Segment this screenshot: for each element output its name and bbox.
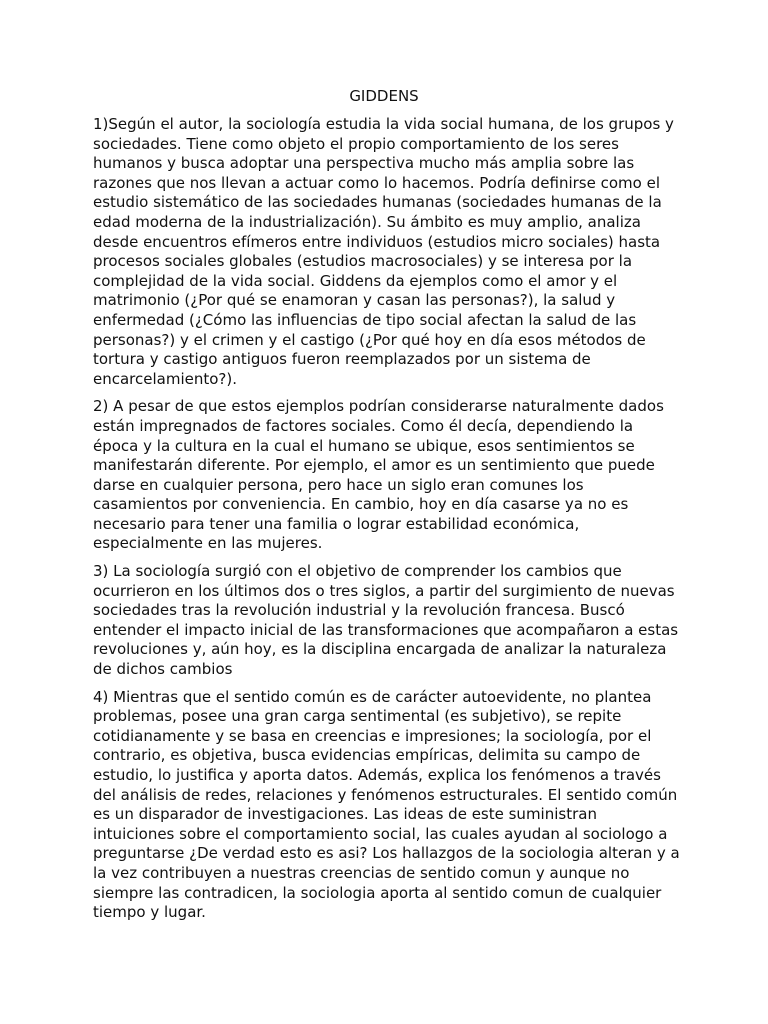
paragraph-1: 1)Según el autor, la sociología estudia la vida social humana, de los grupos y sociedades. Tiene como objeto el propio comportamiento de los seres humanos y busca adoptar una perspectiva mucho más amplia sobre las razones que nos llevan a actuar como lo hacemos. Podría definirse como el estudio sistemático de las sociedades humanas (sociedades humanas de la edad moderna de la industrialización). Su ámbito es muy amplio, analiza desde encuentros efímeros entre individuos (estudios micro sociales) hasta procesos sociales globales (estudios macrosociales) y se interesa por la complejidad de la vida social. Giddens da ejemplos como el amor y el matrimonio (¿Por qué se enamoran y casan las personas?), la salud y enfermedad (¿Cómo las influencias de tipo social afectan la salud de las personas?) y el crimen y el castigo (¿Por qué hoy en día esos métodos de tortura y castigo antiguos fueron reemplazados por un sistema de encarcelamiento?). <box>93 115 674 388</box>
paragraph-3: 3) La sociología surgió con el objetivo de comprender los cambios que ocurrieron en los últimos dos o tres siglos, a partir del surgimiento de nuevas sociedades tras la revolución industrial y la revolución francesa. Buscó entender el impacto inicial de las transformaciones que acompañaron a estas revoluciones y, aún hoy, es la disciplina encargada de analizar la naturaleza de dichos cambios <box>93 562 679 679</box>
paragraph-4: 4) Mientras que el sentido común es de carácter autoevidente, no plantea problemas, posee una gran carga sentimental (es subjetivo), se repite cotidianamente y se basa en creencias e impresiones; la sociología, por el contrario, es objetiva, busca evidencias empíricas, delimita su campo de estudio, lo justifica y aporta datos. Además, explica los fenómenos a través del análisis de redes, relaciones y fenómenos estructurales. El sentido común es un disparador de investigaciones. Las ideas de este suministran intuiciones sobre el comportamiento social, las cuales ayudan al sociologo a preguntarse ¿De verdad esto es asi? Los hallazgos de la sociologia alteran y a la vez contribuyen a nuestras creencias de sentido comun y aunque no siempre las contradicen, la sociologia aporta al sentido comun de cualquier tiempo y lugar. <box>93 687 680 922</box>
document-title: GIDDENS <box>349 87 419 105</box>
paragraph-2: 2) A pesar de que estos ejemplos podrían considerarse naturalmente dados están impregnados de factores sociales. Como él decía, dependiendo la época y la cultura en la cual el humano se ubique, esos sentimientos se manifestarán diferente. Por ejemplo, el amor es un sentimiento que puede darse en cualquier persona, pero hace un siglo eran comunes los casamientos por conveniencia. En cambio, hoy en día casarse ya no es necesario para tener una familia o lograr estabilidad económica, especialmente en las mujeres. <box>93 397 664 553</box>
document-body <box>93 115 683 931</box>
